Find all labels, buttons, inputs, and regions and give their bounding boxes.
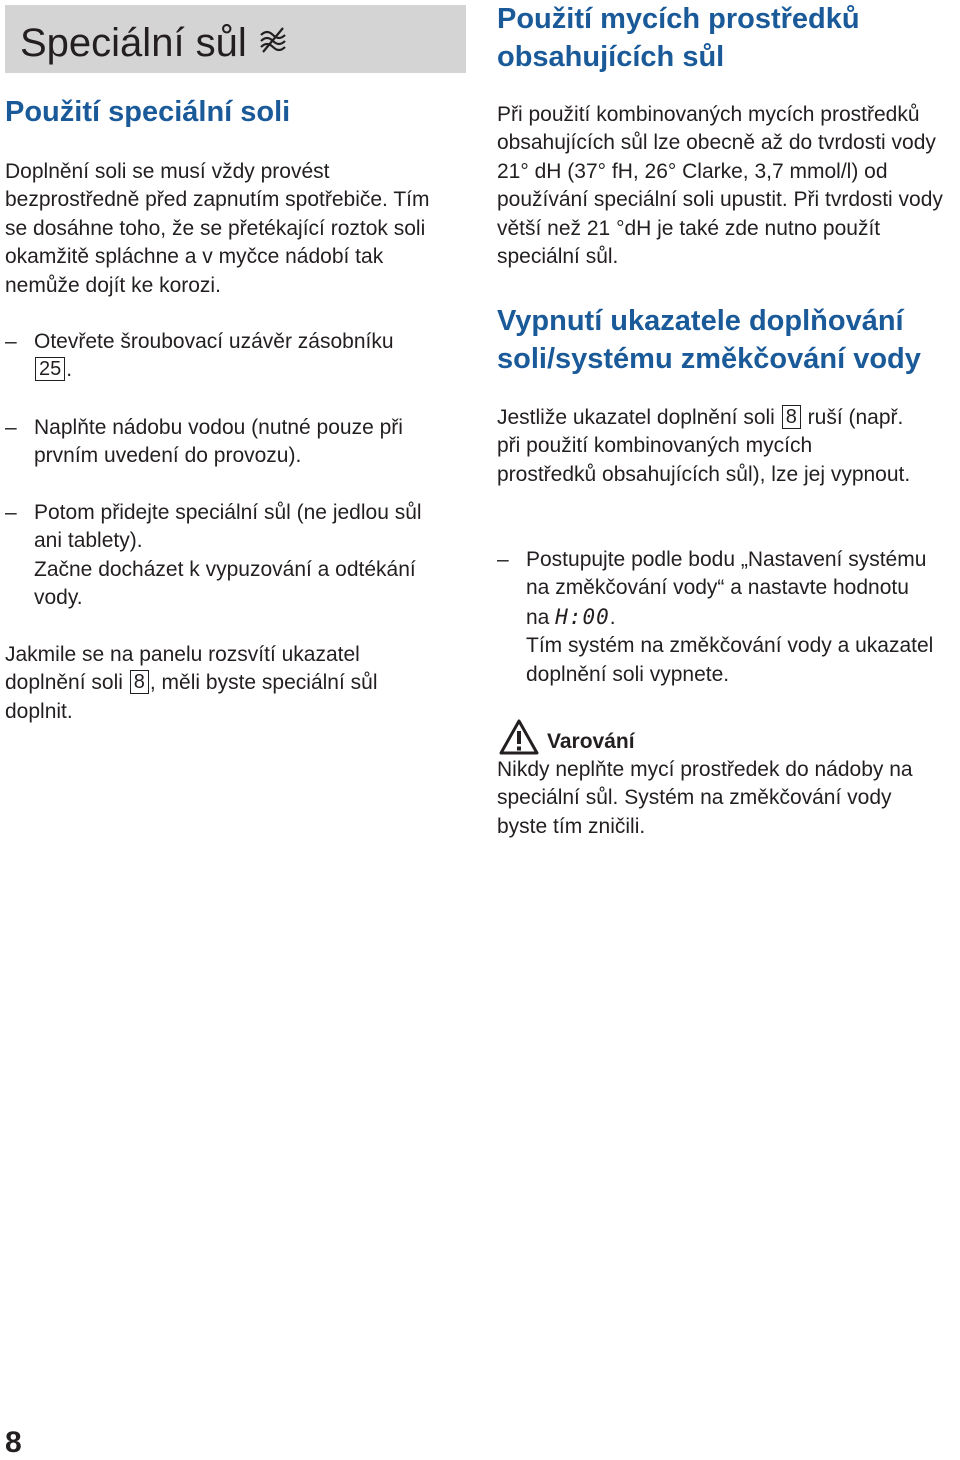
- step-text: Naplňte nádobu vodou (nutné pouze při prvním uvedení do provozu).: [34, 416, 403, 468]
- closing-text-end: , měli byste speciální sůl doplnit.: [5, 671, 378, 723]
- dash-bullet: –: [5, 501, 17, 524]
- step-open-cap: [5, 328, 465, 385]
- intro-paragraph: Doplnění soli se musí vždy provést bezprostředně před zapnutím spotřebiče. Tím se dosáhne toho, že se přetékající roztok soli okamžitě spláchne a v myčce nádobí tak nemůže dojít ke korozi.: [5, 160, 430, 297]
- closing-paragraph: [5, 641, 445, 726]
- display-value: H:00: [555, 604, 610, 629]
- chapter-title: [20, 21, 287, 67]
- chapter-title-bar: [5, 5, 466, 73]
- warning-icon: [499, 719, 539, 760]
- warning-text: Nikdy neplňte mycí prostředek do nádoby na speciální sůl. Systém na změkčování vody byste tím zničili.: [497, 758, 913, 838]
- step-punct: .: [66, 358, 73, 382]
- dash-bullet: –: [497, 548, 509, 571]
- section-heading-switch-off-indicator: Vypnutí ukazatele doplňování soli/systému změkčování vody: [497, 305, 921, 375]
- detergents-paragraph: Při použití kombinovaných mycích prostředků obsahujících sůl lze obecně až do tvrdosti vody 21° dH (37° fH, 26° Clarke, 3,7 mmol/l) od používání speciální soli upustit. Při tvrdosti vody větší než 21 °dH je také zde nutno použít speciální sůl.: [497, 103, 943, 269]
- section-heading-detergents-with-salt: Použití mycích prostředků obsahujících sůl: [497, 3, 860, 73]
- step-set-hardness: [497, 546, 937, 689]
- switch-off-text-end: ruší (např. při použití kombinovaných mycích prostředků obsahujících sůl), lze jej vypnout.: [497, 406, 911, 486]
- step-text-note: Začne docházet k vypuzování a odtékání vody.: [34, 557, 416, 610]
- step-text: Postupujte podle bodu „Nastavení systému na změkčování vody“ a nastavte hodnotu na: [526, 548, 927, 629]
- closing-text: Jakmile se na panelu rozsvítí ukazatel doplnění soli: [5, 643, 360, 695]
- reference-number-box: 25: [35, 357, 65, 381]
- reference-number-box: 8: [782, 405, 801, 429]
- step-text: Otevřete šroubovací uzávěr zásobníku: [34, 330, 394, 353]
- page-number: 8: [5, 1426, 22, 1459]
- chapter-title-text: Speciální sůl: [20, 21, 247, 65]
- step-fill-water: [5, 414, 465, 471]
- switch-off-text: Jestliže ukazatel doplnění soli: [497, 406, 775, 429]
- step-punct: .: [609, 605, 616, 629]
- section-heading-special-salt: Použití speciální soli: [5, 96, 291, 128]
- dash-bullet: –: [5, 416, 17, 439]
- salt-icon: [257, 19, 287, 63]
- step-text-note: Tím systém na změkčování vody a ukazatel doplnění soli vypnete.: [526, 634, 934, 686]
- step-text: Potom přidejte speciální sůl (ne jedlou sůl ani tablety).: [34, 501, 422, 553]
- switch-off-paragraph: [497, 404, 917, 489]
- dash-bullet: –: [5, 330, 17, 353]
- reference-number-box: 8: [130, 670, 149, 694]
- warning-title: Varování: [547, 730, 635, 753]
- step-add-salt: [5, 499, 467, 613]
